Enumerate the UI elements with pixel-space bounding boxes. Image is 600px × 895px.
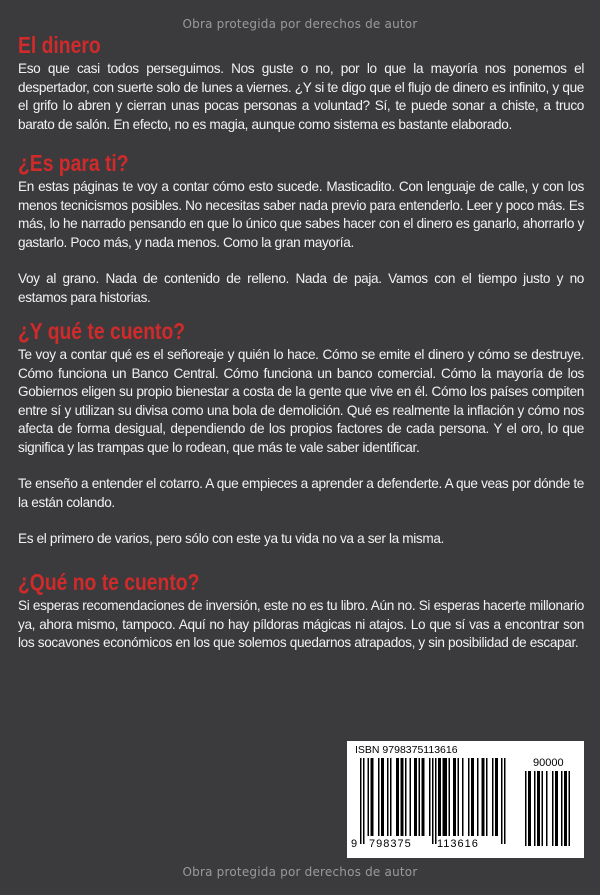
barcode-bar <box>561 771 563 846</box>
barcode-bar <box>405 758 407 836</box>
barcode-bar <box>552 771 554 846</box>
barcode-digits-right: 113616 <box>437 838 479 850</box>
section-paragraph: Voy al grano. Nada de contenido de relleno. Nada de paja. Vamos con el tiempo justo y no estamos para historias. <box>18 271 584 305</box>
barcode-digit-first: 9 <box>351 838 359 850</box>
isbn-label: ISBN 9798375113616 <box>355 744 458 756</box>
section-y-que-te-cuento <box>18 318 584 549</box>
barcode-bar <box>471 758 474 836</box>
barcode-bar <box>458 758 460 836</box>
price-code: 90000 <box>533 757 564 769</box>
barcode-bar <box>468 758 470 836</box>
barcode-bar <box>438 758 441 836</box>
barcode-bar <box>435 758 437 844</box>
barcode-bar <box>482 758 485 836</box>
barcode-bar <box>371 758 374 836</box>
section-paragraph: Es el primero de varios, pero sólo con este ya tu vida no va a ser la misma. <box>18 531 444 546</box>
barcode-digits-left: 798375 <box>369 838 412 850</box>
barcode-bar <box>546 771 548 846</box>
section-heading: ¿Y qué te cuento? <box>18 318 186 344</box>
barcode-bar <box>477 758 479 836</box>
section-heading: El dinero <box>18 32 101 58</box>
barcode-bar <box>432 758 434 844</box>
barcode-bar <box>368 758 370 836</box>
barcode-bar <box>453 758 456 836</box>
barcode-bar <box>363 758 365 844</box>
barcode-bar <box>555 771 558 846</box>
section-paragraph: Te voy a contar qué es el señoreaje y quién lo hace. Cómo se emite el dinero y cómo se destruye. Cómo funciona un Banco Central. Cómo funciona un banco comercial. Cómo la mayoría de los Gobiernos eligen su propio bienestar a costa de la gente que vive en él. Cómo los países compiten entre sí y utilizan su divisa como una bola de demolición. Qué es realmente la inflación y cómo nos afecta de forma desigual, dependiendo de los propios factores de cada persona. Y el oro, lo que significa y las trampas que lo rodean, que más te vale saber identificar. <box>18 347 584 455</box>
section-heading: ¿Qué no te cuento? <box>18 569 200 595</box>
barcode-bar <box>569 771 571 846</box>
barcode-bar <box>564 771 567 846</box>
section-paragraph: Eso que casi todos perseguimos. Nos guste o no, por lo que la mayoría nos ponemos el despertador, con suerte solo de lunes a viernes. ¿Y si te digo que el flujo de dinero es infinito, y que el grifo lo abren y cierran unas pocas personas a voluntad? Sí, te puede sonar a chiste, a truco barato de salón. En efecto, no es magia, aunque como sistema es bastante elaborado. <box>18 61 584 132</box>
barcode-bar <box>378 758 380 836</box>
barcode-addon-bars <box>525 771 577 846</box>
barcode-bar <box>528 771 531 846</box>
barcode-bar <box>381 758 384 836</box>
section-heading: ¿Es para ti? <box>18 150 129 176</box>
section-paragraph: Si esperas recomendaciones de inversión, este no es tu libro. Aún no. Si esperas hacerte millonario ya, ahora mismo, tampoco. Aquí no hay píldoras mágicas ni atajos. Lo que sí vas a encontrar son los socavones económicos en los que solemos quedarnos atrapados, y sin posibilidad de escapar. <box>18 598 584 650</box>
watermark-bottom: Obra protegida por derechos de autor <box>182 865 418 879</box>
section-el-dinero <box>18 32 584 134</box>
barcode-bar <box>429 758 431 836</box>
section-es-para-ti <box>18 150 584 307</box>
barcode-bar <box>396 758 399 836</box>
barcode-bar <box>495 758 498 836</box>
barcode-bar <box>414 758 417 836</box>
barcode-bar <box>410 758 412 836</box>
barcode-bar <box>419 758 421 836</box>
barcode-bar <box>360 758 362 844</box>
barcode-bar <box>449 758 451 836</box>
barcode-bar <box>537 771 540 846</box>
barcode-bar <box>542 771 544 846</box>
section-que-no-te-cuento <box>18 569 584 653</box>
section-paragraph: Te enseño a entender el cotarro. A que empieces a aprender a defenderte. A que veas por dónde te la están colando. <box>18 476 584 510</box>
isbn-barcode <box>347 741 584 858</box>
watermark-top: Obra protegida por derechos de autor <box>182 17 418 31</box>
barcode-bar <box>443 758 448 836</box>
barcode-bar <box>486 758 488 836</box>
barcode-bar <box>401 758 404 836</box>
barcode-bar <box>525 771 527 846</box>
barcode-bar <box>462 758 464 836</box>
barcode-bar <box>534 771 536 846</box>
barcode-bar <box>422 758 425 836</box>
barcode-bar <box>390 758 392 836</box>
barcode-bars <box>360 758 522 846</box>
barcode-bar <box>387 758 389 836</box>
section-paragraph: En estas páginas te voy a contar cómo esto sucede. Masticadito. Con lenguaje de calle, y con los menos tecnicismos posibles. No necesitas saber nada previo para entenderlo. Leer y poco más. Es más, lo he narrado pensando en que lo único que sabes hacer con el dinero es ganarlo, ahorrarlo y gastarlo. Poco más, y nada menos. Como la gran mayoría. <box>18 179 584 250</box>
barcode-bar <box>492 758 494 836</box>
barcode-bar <box>504 758 506 844</box>
barcode-bar <box>501 758 503 844</box>
